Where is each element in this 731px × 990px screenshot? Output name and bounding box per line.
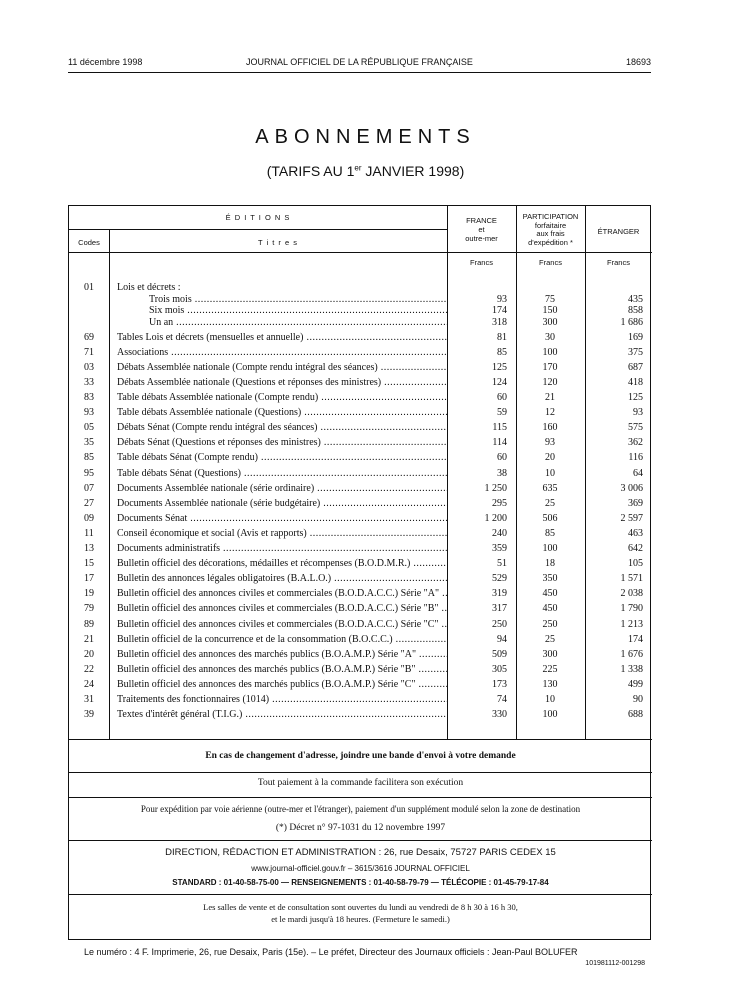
- table-row: [69, 390, 652, 405]
- row-participation-price: 350: [542, 573, 558, 585]
- row-title: Bulletin officiel des annonces des marchés publics (B.O.A.M.P.) Série "C" .....: [117, 677, 447, 692]
- row-etranger-price: 642: [628, 543, 643, 554]
- header-rule: [68, 72, 651, 73]
- row-france-price: 93: [497, 293, 507, 305]
- row-participation-price: 12: [545, 407, 555, 419]
- table-row: [69, 677, 652, 692]
- row-france-price: 317: [492, 603, 507, 615]
- row-participation-price: 100: [542, 346, 558, 358]
- row-france-price: 319: [492, 588, 507, 600]
- row-code: 89: [84, 618, 94, 630]
- row-france-price: 305: [492, 663, 507, 675]
- row-title: Table débats Sénat (Questions) .....: [117, 466, 447, 481]
- row-code: 07: [84, 482, 94, 494]
- row-etranger-price: 435: [628, 293, 643, 305]
- table-row: [69, 330, 652, 345]
- row-title: Débats Assemblée nationale (Compte rendu intégral des séances) .....: [117, 360, 447, 375]
- table-row: [69, 450, 652, 465]
- row-title: Trois mois .....: [149, 292, 447, 307]
- table-row: [69, 707, 652, 722]
- unit-participation: Francs: [539, 258, 562, 267]
- row-france-price: 74: [497, 694, 507, 705]
- page-subtitle: (TARIFS AU 1er JANVIER 1998): [266, 163, 465, 179]
- row-participation-price: 120: [542, 376, 558, 388]
- row-participation-price: 100: [542, 543, 558, 554]
- row-title: Tables Lois et décrets (mensuelles et annuelle) .....: [117, 330, 447, 345]
- row-title: Documents Sénat .....: [117, 511, 447, 526]
- row-france-price: 60: [497, 392, 507, 403]
- row-participation-price: 160: [542, 422, 558, 434]
- row-code: 15: [84, 558, 94, 570]
- row-title: Documents Assemblée nationale (série budgétaire) .....: [117, 496, 447, 511]
- row-etranger-price: 93: [633, 407, 643, 419]
- row-participation-price: 25: [545, 633, 555, 645]
- hours-line-1: Les salles de vente et de consultation sont ouvertes du lundi au vendredi de 8 h 30 à 16 h 30,: [203, 902, 518, 912]
- row-etranger-price: 688: [628, 709, 643, 721]
- subscription-table: [68, 205, 651, 940]
- row-title: Traitements des fonctionnaires (1014) .....: [117, 692, 447, 707]
- row-title: Table débats Sénat (Compte rendu) .....: [117, 450, 447, 465]
- row-title: Associations .....: [117, 345, 447, 360]
- row-etranger-price: 2 597: [620, 512, 643, 524]
- row-participation-price: 30: [545, 331, 555, 343]
- row-code: 39: [84, 709, 94, 721]
- row-participation-price: 20: [545, 452, 555, 464]
- phone-line: STANDARD : 01-40-58-75-00 — RENSEIGNEMENTS : 01-40-58-79-79 — TÉLÉCOPIE : 01-45-79-17-84: [172, 878, 549, 887]
- notes-rule-3: [69, 797, 652, 798]
- row-title: Un an .....: [149, 315, 447, 330]
- website-line: www.journal-officiel.gouv.fr – 3615/3616 JOURNAL OFFICIEL: [251, 864, 470, 873]
- row-code: 13: [84, 543, 94, 554]
- table-row: [69, 315, 652, 330]
- table-row: [69, 692, 652, 707]
- row-code: 22: [84, 663, 94, 675]
- row-code: 09: [84, 512, 94, 524]
- row-etranger-price: 174: [628, 633, 643, 645]
- row-france-price: 114: [492, 437, 507, 449]
- row-participation-price: 150: [542, 305, 558, 316]
- row-participation-price: 635: [542, 482, 558, 494]
- row-code: 93: [84, 407, 94, 419]
- row-france-price: 38: [497, 467, 507, 479]
- row-code: 17: [84, 573, 94, 585]
- row-etranger-price: 1 790: [620, 603, 643, 615]
- table-row: [69, 632, 652, 647]
- row-france-price: 529: [492, 573, 507, 585]
- journal-name: JOURNAL OFFICIEL DE LA RÉPUBLIQUE FRANÇAISE: [246, 57, 473, 67]
- row-participation-price: 85: [545, 527, 555, 539]
- row-etranger-price: 858: [628, 305, 643, 316]
- table-row: [69, 571, 652, 586]
- row-title: Textes d'intérêt général (T.I.G.) .....: [117, 707, 447, 722]
- row-title: Bulletin officiel des annonces des marchés publics (B.O.A.M.P.) Série "B" .....: [117, 662, 447, 677]
- address-line: DIRECTION, RÉDACTION ET ADMINISTRATION : 26, rue Desaix, 75727 PARIS CEDEX 15: [165, 847, 556, 858]
- page-title: ABONNEMENTS: [255, 126, 476, 148]
- row-title: Table débats Assemblée nationale (Questions) .....: [117, 405, 447, 420]
- row-etranger-price: 1 338: [620, 663, 643, 675]
- table-row: [69, 375, 652, 390]
- row-title: Documents administratifs .....: [117, 541, 447, 556]
- row-participation-price: 21: [545, 392, 555, 403]
- row-etranger-price: 375: [628, 346, 643, 358]
- table-row: [69, 601, 652, 616]
- row-france-price: 124: [492, 376, 507, 388]
- row-participation-price: 250: [542, 618, 558, 630]
- row-code: 71: [84, 346, 94, 358]
- row-france-price: 173: [492, 678, 507, 690]
- row-title: Six mois .....: [149, 303, 447, 318]
- row-participation-price: 130: [542, 678, 558, 690]
- row-participation-price: 506: [542, 512, 558, 524]
- row-code: 21: [84, 633, 94, 645]
- participation-header: PARTICIPATION forfaitaire aux frais d'expédition *: [522, 212, 579, 247]
- page-footer: Le numéro : 4 F. Imprimerie, 26, rue Desaix, Paris (15e). – Le préfet, Directeur des Journaux officiels : Jean-Paul BOLUFER: [84, 947, 578, 957]
- row-title: Bulletin officiel des annonces civiles et commerciales (B.O.D.A.C.C.) Série "A" .....: [117, 586, 447, 601]
- row-etranger-price: 575: [628, 422, 643, 434]
- row-code: 03: [84, 361, 94, 373]
- row-etranger-price: 1 676: [620, 648, 643, 660]
- row-etranger-price: 1 213: [620, 618, 643, 630]
- payment-note: Tout paiement à la commande facilitera son exécution: [257, 778, 464, 788]
- editions-header: É D I T I O N S: [225, 213, 291, 222]
- row-title: Bulletin des annonces légales obligatoires (B.A.L.O.) .....: [117, 571, 447, 586]
- row-etranger-price: 105: [628, 558, 643, 570]
- row-france-price: 94: [497, 633, 507, 645]
- table-row: [69, 435, 652, 450]
- row-title: Bulletin officiel des annonces civiles et commerciales (B.O.D.A.C.C.) Série "B" .....: [117, 601, 447, 616]
- table-row: [69, 481, 652, 496]
- header-bottom-rule: [69, 252, 652, 253]
- row-participation-price: 25: [545, 497, 555, 509]
- row-participation-price: 170: [542, 361, 558, 373]
- table-row: [69, 345, 652, 360]
- row-title: Bulletin officiel des annonces civiles et commerciales (B.O.D.A.C.C.) Série "C" .....: [117, 617, 447, 632]
- row-code: 19: [84, 588, 94, 600]
- row-etranger-price: 369: [628, 497, 643, 509]
- row-participation-price: 75: [545, 293, 555, 305]
- table-row: [69, 496, 652, 511]
- row-title: Débats Sénat (Compte rendu intégral des séances) .....: [117, 420, 447, 435]
- unit-france: Francs: [470, 258, 493, 267]
- page-header: [68, 57, 651, 71]
- row-code: 11: [84, 527, 94, 539]
- row-participation-price: 225: [542, 663, 558, 675]
- row-etranger-price: 2 038: [620, 588, 643, 600]
- row-france-price: 250: [492, 618, 507, 630]
- row-participation-price: 450: [542, 588, 558, 600]
- row-france-price: 125: [492, 361, 507, 373]
- editions-rule: [69, 229, 447, 230]
- table-row: [69, 405, 652, 420]
- row-france-price: 60: [497, 452, 507, 464]
- unit-etranger: Francs: [607, 258, 630, 267]
- row-etranger-price: 125: [628, 392, 643, 403]
- row-title: Table débats Assemblée nationale (Compte rendu) .....: [117, 390, 447, 405]
- row-participation-price: 300: [542, 316, 558, 328]
- row-code: 01: [84, 282, 94, 293]
- row-etranger-price: 687: [628, 361, 643, 373]
- row-etranger-price: 116: [628, 452, 643, 464]
- table-row: [69, 647, 652, 662]
- row-participation-price: 10: [545, 467, 555, 479]
- row-title: Débats Sénat (Questions et réponses des ministres) .....: [117, 435, 447, 450]
- row-etranger-price: 418: [628, 376, 643, 388]
- row-etranger-price: 1 686: [620, 316, 643, 328]
- footer-code: 101981112-001298: [585, 960, 645, 967]
- table-row: [69, 617, 652, 632]
- titres-header: T i t r e s: [257, 238, 299, 247]
- row-title: Débats Assemblée nationale (Questions et réponses des ministres) .....: [117, 375, 447, 390]
- france-header: FRANCE et outre-mer: [465, 216, 498, 243]
- row-etranger-price: 64: [633, 467, 643, 479]
- hours-line-2: et le mardi jusqu'à 18 heures. (Fermeture le samedi.): [271, 914, 450, 924]
- row-france-price: 1 200: [484, 512, 507, 524]
- table-row: [69, 662, 652, 677]
- table-row: [69, 466, 652, 481]
- table-row: [69, 420, 652, 435]
- row-etranger-price: 3 006: [620, 482, 643, 494]
- row-title: Bulletin officiel des annonces des marchés publics (B.O.A.M.P.) Série "A" .....: [117, 647, 447, 662]
- table-row: [69, 556, 652, 571]
- row-participation-price: 93: [545, 437, 555, 449]
- row-france-price: 85: [497, 346, 507, 358]
- notes-rule-2: [69, 772, 652, 773]
- row-france-price: 51: [497, 558, 507, 570]
- table-row: [69, 526, 652, 541]
- air-mail-note: Pour expédition par voie aérienne (outre-mer et l'étranger), paiement d'un supplément modulé selon la zone de destination: [140, 804, 581, 814]
- row-code: 24: [84, 678, 94, 690]
- row-etranger-price: 1 571: [620, 573, 643, 585]
- row-etranger-price: 499: [628, 678, 643, 690]
- row-france-price: 240: [492, 527, 507, 539]
- row-code: 05: [84, 422, 94, 434]
- codes-header: Codes: [78, 238, 100, 247]
- notes-rule-5: [69, 894, 652, 895]
- table-row: [69, 360, 652, 375]
- row-france-price: 359: [492, 543, 507, 554]
- row-code: 95: [84, 467, 94, 479]
- row-france-price: 81: [497, 331, 507, 343]
- row-title: Conseil économique et social (Avis et rapports) .....: [117, 526, 447, 541]
- row-code: 35: [84, 437, 94, 449]
- row-participation-price: 450: [542, 603, 558, 615]
- row-code: 83: [84, 392, 94, 403]
- row-code: 69: [84, 331, 94, 343]
- row-title: Bulletin officiel des décorations, médailles et récompenses (B.O.D.M.R.) .....: [117, 556, 447, 571]
- row-code: 20: [84, 648, 94, 660]
- header-date: 11 décembre 1998: [68, 57, 143, 67]
- row-france-price: 330: [492, 709, 507, 721]
- row-france-price: 318: [492, 316, 507, 328]
- row-etranger-price: 90: [633, 694, 643, 705]
- row-participation-price: 100: [542, 709, 558, 721]
- row-france-price: 509: [492, 648, 507, 660]
- table-row: [69, 511, 652, 526]
- change-address-note: En cas de changement d'adresse, joindre une bande d'envoi à votre demande: [205, 751, 516, 761]
- row-etranger-price: 362: [628, 437, 643, 449]
- row-etranger-price: 463: [628, 527, 643, 539]
- row-france-price: 295: [492, 497, 507, 509]
- row-code: 31: [84, 694, 94, 705]
- page-number: 18693: [625, 57, 651, 67]
- row-code: 27: [84, 497, 94, 509]
- row-participation-price: 300: [542, 648, 558, 660]
- row-france-price: 115: [492, 422, 507, 434]
- table-row: [69, 541, 652, 556]
- row-france-price: 174: [492, 305, 507, 316]
- row-participation-price: 18: [545, 558, 555, 570]
- row-title: Documents Assemblée nationale (série ordinaire) .....: [117, 481, 447, 496]
- notes-rule-4: [69, 840, 652, 841]
- row-participation-price: 10: [545, 694, 555, 705]
- row-title: Lois et décrets :: [117, 282, 181, 293]
- row-france-price: 1 250: [484, 482, 507, 494]
- row-france-price: 59: [497, 407, 507, 419]
- row-code: 79: [84, 603, 94, 615]
- decree-note: (*) Décret n° 97-1031 du 12 novembre 1997: [275, 823, 446, 833]
- etranger-header: ÉTRANGER: [597, 227, 640, 236]
- row-code: 33: [84, 376, 94, 388]
- row-title: Bulletin officiel de la concurrence et de la consommation (B.O.C.C.) .....: [117, 632, 447, 647]
- row-code: 85: [84, 452, 94, 464]
- notes-rule-1: [69, 739, 652, 740]
- table-row: [69, 586, 652, 601]
- row-etranger-price: 169: [628, 331, 643, 343]
